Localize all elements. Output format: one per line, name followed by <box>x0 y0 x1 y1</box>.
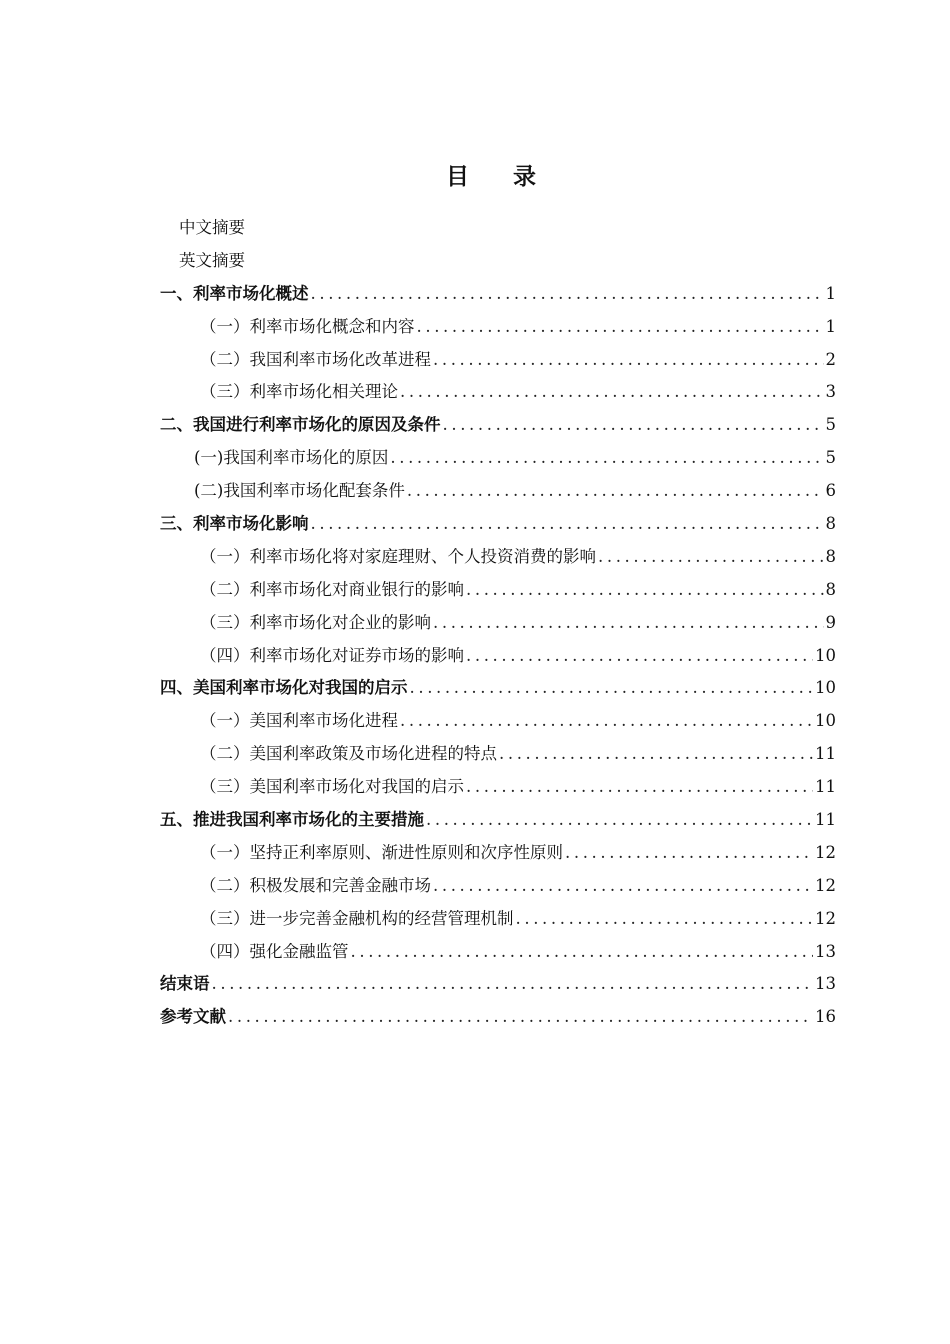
toc-page-number: 8 <box>825 546 836 566</box>
toc-page-number: 8 <box>825 514 836 534</box>
toc-page-number: 12 <box>815 842 836 862</box>
dot-leader <box>466 771 813 804</box>
toc-entry[interactable] <box>160 607 836 640</box>
toc-entry[interactable] <box>160 508 836 541</box>
dot-leader <box>516 903 814 936</box>
toc-entry[interactable] <box>160 1001 836 1034</box>
toc-entry[interactable] <box>160 672 836 705</box>
dot-leader <box>598 541 824 574</box>
toc-page-number: 12 <box>815 875 836 895</box>
toc-entry-label: （一）利率市场化将对家庭理财、个人投资消费的影响 <box>200 546 596 566</box>
dot-leader <box>433 870 813 903</box>
dot-leader <box>466 574 824 607</box>
toc-entry-label: （一）利率市场化概念和内容 <box>200 316 415 336</box>
toc-page-number: 5 <box>825 415 836 435</box>
dot-leader <box>311 278 824 311</box>
dot-leader <box>433 344 824 377</box>
toc-entry-label: （四）强化金融监管 <box>200 941 349 961</box>
toc-entry[interactable] <box>160 574 836 607</box>
toc-page-number: 12 <box>815 908 836 928</box>
dot-leader <box>228 1001 813 1034</box>
dot-leader <box>212 968 814 1001</box>
toc-entry-label: 中文摘要 <box>179 218 245 237</box>
dot-leader <box>351 936 814 969</box>
toc-page-number: 10 <box>815 678 836 698</box>
dot-leader <box>499 738 813 771</box>
toc-entry-label: 结束语 <box>160 974 210 994</box>
toc-entry-label: 英文摘要 <box>179 250 245 270</box>
toc-entry[interactable] <box>160 903 836 936</box>
toc-page-number: 10 <box>815 711 836 731</box>
toc-page-number: 16 <box>815 1007 836 1027</box>
toc-page-number: 8 <box>825 579 836 599</box>
dot-leader <box>410 672 814 705</box>
toc-page-number: 11 <box>815 777 836 797</box>
dot-leader <box>426 804 813 837</box>
dot-leader <box>400 376 824 409</box>
toc-entry[interactable] <box>160 541 836 574</box>
toc-page-number: 11 <box>815 810 836 830</box>
dot-leader <box>443 409 824 442</box>
toc-page-number: 6 <box>825 481 836 501</box>
toc-entry-label: 参考文献 <box>160 1007 226 1027</box>
toc-entry[interactable] <box>160 640 836 673</box>
toc-entry[interactable] <box>160 344 836 377</box>
toc-entry-label: （一）坚持正利率原则、渐进性原则和次序性原则 <box>200 842 563 862</box>
toc-page-number: 9 <box>825 612 836 632</box>
toc-entry-label: 五、推进我国利率市场化的主要措施 <box>160 810 424 830</box>
toc-page-number: 1 <box>825 316 836 336</box>
dot-leader <box>417 311 824 344</box>
toc-entry[interactable] <box>160 771 836 804</box>
toc-entry[interactable] <box>160 409 836 442</box>
toc-entry-label: 一、利率市场化概述 <box>160 283 309 303</box>
page-title: 目 录 <box>445 164 554 190</box>
toc-entry[interactable] <box>160 870 836 903</box>
toc-entry-label: 四、美国利率市场化对我国的启示 <box>160 678 408 698</box>
toc-entry[interactable] <box>160 837 836 870</box>
toc-entry-label: （二）积极发展和完善金融市场 <box>200 875 431 895</box>
toc-entry[interactable] <box>160 212 836 245</box>
toc-page-number: 13 <box>815 974 836 994</box>
toc-entry-label: （三）进一步完善金融机构的经营管理机制 <box>200 908 514 928</box>
toc-entry[interactable] <box>160 705 836 738</box>
dot-leader <box>400 705 813 738</box>
toc-entry-label: （四）利率市场化对证券市场的影响 <box>200 645 464 665</box>
dot-leader <box>390 442 823 475</box>
toc-entry[interactable] <box>160 804 836 837</box>
toc-entry[interactable] <box>160 442 836 475</box>
toc-page-number: 1 <box>825 283 836 303</box>
dot-leader <box>433 607 824 640</box>
toc-entry-label: 三、利率市场化影响 <box>160 514 309 534</box>
toc-entry[interactable] <box>160 278 836 311</box>
table-of-contents <box>160 212 836 1034</box>
dot-leader <box>466 640 813 673</box>
dot-leader <box>565 837 813 870</box>
toc-entry-label: （二）利率市场化对商业银行的影响 <box>200 579 464 599</box>
toc-entry[interactable] <box>160 376 836 409</box>
toc-page-number: 10 <box>815 645 836 665</box>
toc-entry-label: （一）美国利率市场化进程 <box>200 711 398 731</box>
dot-leader <box>407 475 824 508</box>
toc-entry[interactable] <box>160 738 836 771</box>
toc-entry-label: （三）利率市场化相关理论 <box>200 382 398 402</box>
toc-entry-label: 二、我国进行利率市场化的原因及条件 <box>160 415 441 435</box>
toc-entry-label: （二）我国利率市场化改革进程 <box>200 349 431 369</box>
toc-page-number: 11 <box>815 744 836 764</box>
toc-entry[interactable] <box>160 245 836 278</box>
dot-leader <box>311 508 824 541</box>
toc-entry-label: （三）美国利率市场化对我国的启示 <box>200 777 464 797</box>
toc-entry[interactable] <box>160 475 836 508</box>
toc-page-number: 5 <box>825 448 836 468</box>
toc-entry-label: （二）美国利率政策及市场化进程的特点 <box>200 744 497 764</box>
toc-entry-label: (一)我国利率市场化的原因 <box>194 448 389 468</box>
toc-entry-label: (二)我国利率市场化配套条件 <box>194 481 405 501</box>
toc-page-number: 13 <box>815 941 836 961</box>
toc-entry[interactable] <box>160 936 836 969</box>
toc-entry[interactable] <box>160 311 836 344</box>
toc-page-number: 2 <box>825 349 836 369</box>
toc-page-number: 3 <box>825 382 836 402</box>
toc-entry[interactable] <box>160 968 836 1001</box>
toc-entry-label: （三）利率市场化对企业的影响 <box>200 612 431 632</box>
